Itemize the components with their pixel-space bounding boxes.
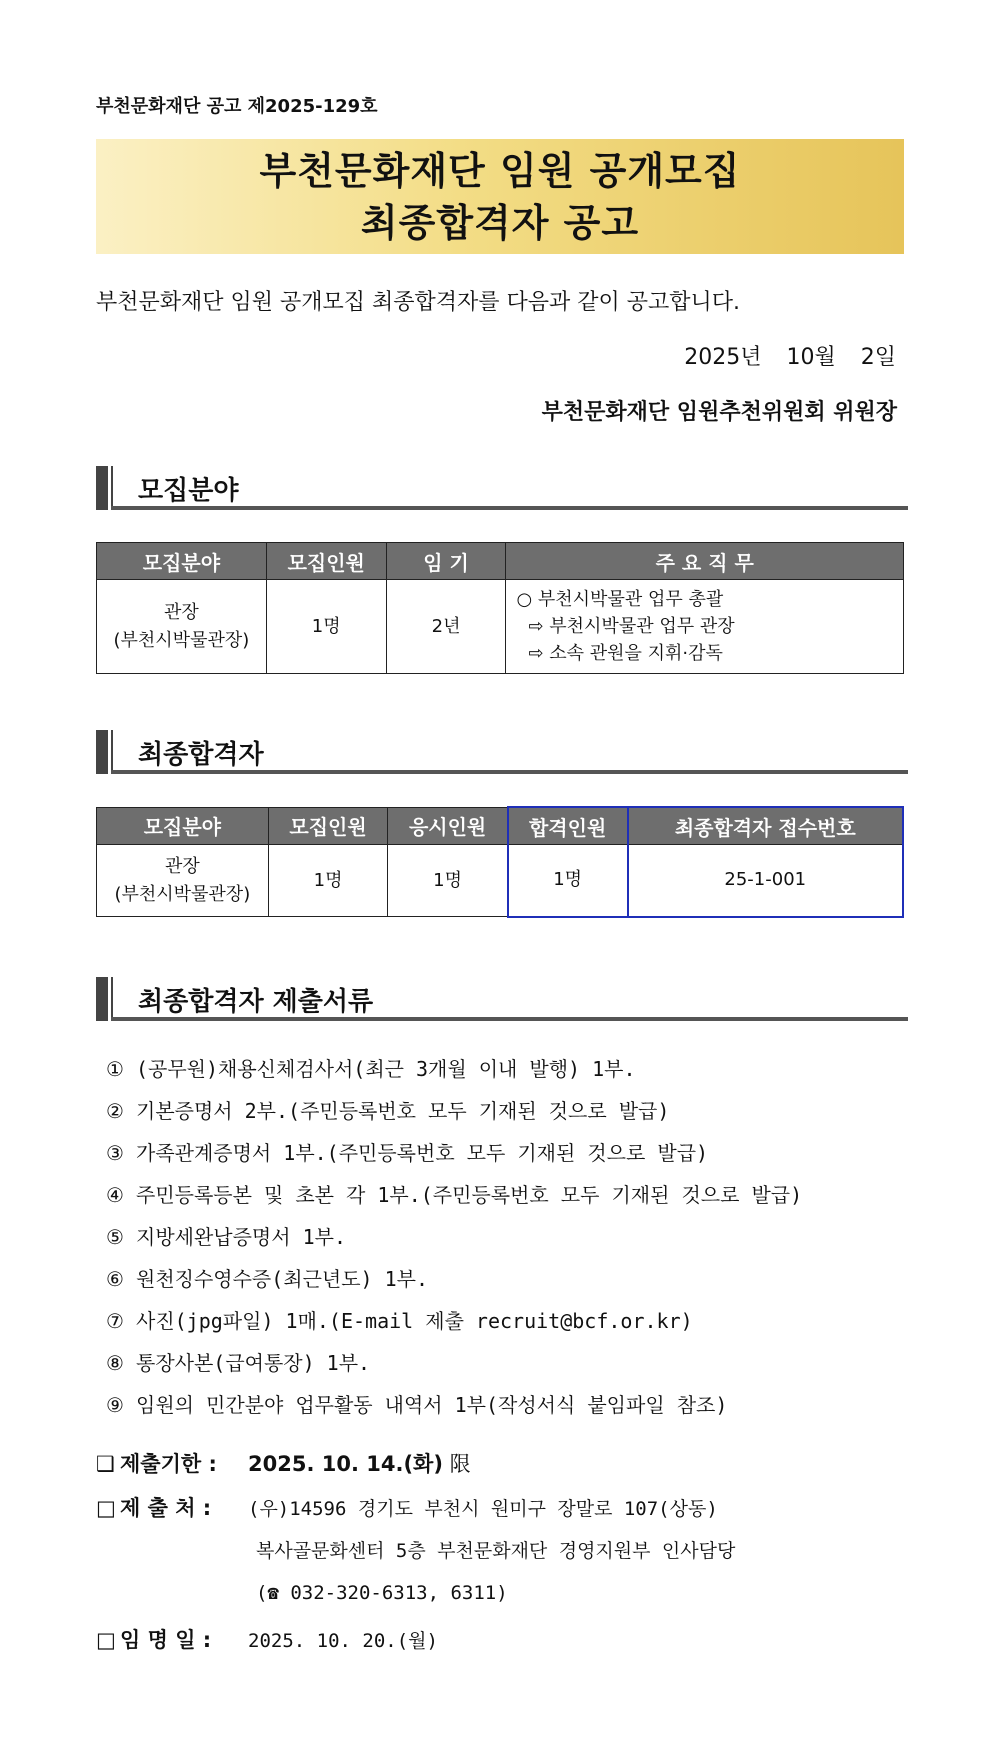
field-cell [97,845,269,917]
header-cell: 주 요 직 무 [506,543,904,580]
item-text: 임원의 민간분야 업무활동 내역서 1부(작성서식 붙임파일 참조) [136,1393,728,1417]
section-title: 최종합격자 [138,740,264,770]
deadline-suffix: 限 [442,1452,471,1476]
item-number: ⑧ [106,1351,124,1375]
list-item [106,1384,802,1426]
list-item [106,1090,802,1132]
list-item [106,1048,802,1090]
field-name: 관장 [164,855,200,877]
appointment-date: 2025. 10. 20.(월) [248,1630,438,1652]
field-subname: (부천시박물관장) [113,629,250,651]
duty-item: ○ 부천시박물관 업무 총괄 [516,589,724,610]
recruitment-table [96,542,904,674]
document-list [106,1048,802,1426]
notice-date: 2025년 10월 2일 [684,345,896,370]
item-number: ② [106,1099,124,1123]
item-number: ⑨ [106,1393,124,1417]
submit-to-line [96,1492,718,1522]
header-cell: 모집분야 [97,543,267,580]
table-header-row [97,543,904,580]
list-item [106,1342,802,1384]
deadline-value: 2025. 10. 14.(화) [248,1452,443,1476]
field-subname: (부천시박물관장) [114,883,251,905]
appointment-label: 임 명 일 : [120,1628,212,1652]
notice-number: 부천문화재단 공고 제2025-129호 [96,96,378,117]
section-heading-recruitment [96,466,908,510]
item-number: ③ [106,1141,124,1165]
item-number: ④ [106,1183,124,1207]
submit-phone: (☎ 032-320-6313, 6311) [256,1582,508,1604]
header-cell: 응시인원 [388,807,508,845]
checkbox-icon: □ [96,1496,116,1520]
header-cell: 합격인원 [508,807,628,845]
item-number: ① [106,1057,124,1081]
receipt-number-cell: 25-1-001 [628,845,903,917]
header-cell: 모집인원 [268,807,388,845]
list-item [106,1258,802,1300]
submit-address-line-2: 복사골문화센터 5층 부천문화재단 경영지원부 인사담당 [256,1540,736,1562]
list-item [106,1132,802,1174]
header-cell: 모집분야 [97,807,269,845]
header-cell: 임 기 [386,543,506,580]
intro-text: 부천문화재단 임원 공개모집 최종합격자를 다음과 같이 공고합니다. [96,290,741,315]
item-text: 가족관계증명서 1부.(주민등록번호 모두 기재된 것으로 발급) [136,1141,709,1165]
checkbox-icon: □ [96,1628,116,1652]
item-text: (공무원)채용신체검사서(최근 3개월 이내 발행) 1부. [136,1057,636,1081]
list-item [106,1300,802,1342]
table-row [97,845,904,917]
item-text: 주민등록등본 및 초본 각 1부.(주민등록번호 모두 기재된 것으로 발급) [136,1183,803,1207]
table-row [97,580,904,674]
passed-count-cell: 1명 [508,845,628,917]
item-text: 원천징수영수증(최근년도) 1부. [136,1267,429,1291]
duty-item: ⇨ 부천시박물관 업무 관장 [528,616,735,637]
item-text: 통장사본(급여통장) 1부. [136,1351,371,1375]
list-item [106,1174,802,1216]
title-banner [96,139,904,254]
duties-cell [506,580,904,674]
item-text: 기본증명서 2부.(주민등록번호 모두 기재된 것으로 발급) [136,1099,670,1123]
field-cell [97,580,267,674]
deadline-label: 제출기한 : [120,1452,217,1476]
count-cell: 1명 [266,580,386,674]
submit-address-line-2-row [256,1536,735,1563]
checkbox-icon: ❑ [96,1452,115,1476]
deadline-line [96,1448,471,1478]
title-line-1: 부천문화재단 임원 공개모집 [259,148,741,193]
item-number: ⑥ [106,1267,124,1291]
applicant-count-cell: 1명 [388,845,508,917]
item-number: ⑦ [106,1309,124,1333]
submit-phone-row [256,1580,508,1604]
term-cell: 2년 [386,580,506,674]
item-text: 지방세완납증명서 1부. [136,1225,347,1249]
item-text: 사진(jpg파일) 1매.(E-mail 제출 recruit@bcf.or.kr) [136,1309,693,1333]
appointment-line [96,1624,438,1654]
final-passers-table [96,806,904,918]
header-cell: 모집인원 [266,543,386,580]
section-title: 최종합격자 제출서류 [138,987,374,1017]
submit-to-label: 제 출 처 : [120,1496,212,1520]
section-title: 모집분야 [138,476,239,506]
header-cell: 최종합격자 접수번호 [628,807,903,845]
section-heading-final-passers [96,730,908,774]
section-heading-documents [96,977,908,1021]
table-header-row [97,807,904,845]
signer: 부천문화재단 임원추천위원회 위원장 [541,400,897,425]
field-name: 관장 [164,601,199,623]
recruit-count-cell: 1명 [268,845,388,917]
title-line-2: 최종합격자 공고 [360,200,640,245]
duty-item: ⇨ 소속 관원을 지휘·감독 [528,643,723,664]
submit-address-line-1: (우)14596 경기도 부천시 원미구 장말로 107(상동) [248,1498,718,1520]
item-number: ⑤ [106,1225,124,1249]
list-item [106,1216,802,1258]
